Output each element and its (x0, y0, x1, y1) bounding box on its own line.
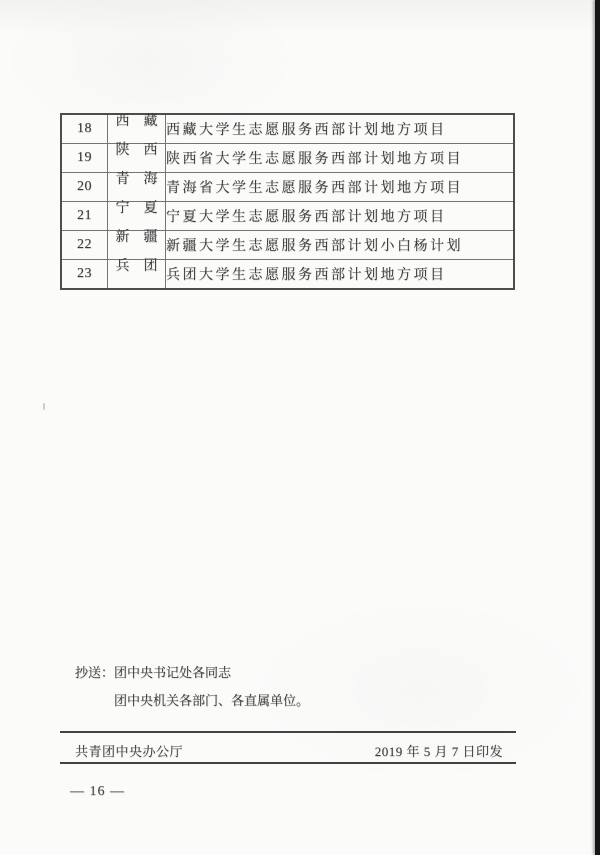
region-cell (108, 144, 166, 173)
table-row (61, 114, 514, 144)
divider-line-top (60, 731, 516, 733)
row-number-cell: 22 (61, 231, 108, 260)
region-name: 西藏 (115, 114, 158, 129)
scan-speck-artifact (43, 403, 45, 410)
region-project-table (60, 113, 515, 290)
project-cell: 西藏大学生志愿服务西部计划地方项目 (166, 114, 515, 144)
cc-line: 团中央书记处各同志 (114, 665, 232, 680)
divider-line-bottom (60, 762, 516, 764)
project-cell: 兵团大学生志愿服务西部计划地方项目 (166, 260, 515, 290)
region-cell (108, 260, 166, 290)
project-cell: 宁夏大学生志愿服务西部计划地方项目 (166, 202, 515, 231)
region-name: 兵团 (115, 259, 158, 274)
project-cell: 陕西省大学生志愿服务西部计划地方项目 (166, 144, 515, 173)
region-cell (108, 173, 166, 202)
row-number-cell: 21 (61, 202, 108, 231)
row-number-cell: 19 (61, 144, 108, 173)
print-date: 2019 年 5 月 7 日印发 (374, 744, 503, 759)
project-cell: 新疆大学生志愿服务西部计划小白杨计划 (166, 231, 515, 260)
scan-edge-artifact (595, 0, 600, 855)
cc-label: 抄送： (75, 665, 115, 680)
region-cell (108, 114, 166, 144)
region-name: 青海 (115, 172, 158, 187)
project-cell: 青海省大学生志愿服务西部计划地方项目 (166, 173, 515, 202)
region-name: 宁夏 (115, 201, 158, 216)
page-number: — 16 — (70, 784, 125, 799)
row-number-cell: 23 (61, 260, 108, 290)
row-number-cell: 18 (61, 114, 108, 144)
region-cell (108, 202, 166, 231)
cc-note (75, 659, 309, 715)
issue-row (75, 741, 503, 760)
region-name: 新疆 (115, 230, 158, 245)
cc-line: 团中央机关各部门、各直属单位。 (114, 693, 310, 708)
table-row (61, 231, 514, 260)
table-row (61, 144, 514, 173)
cc-lines (114, 659, 309, 715)
row-number-cell: 20 (61, 173, 108, 202)
region-name: 陕西 (115, 143, 158, 158)
table-row (61, 260, 514, 290)
table-row (61, 202, 514, 231)
table-row (61, 173, 514, 202)
region-cell (108, 231, 166, 260)
issuing-office: 共青团中央办公厅 (75, 744, 184, 759)
